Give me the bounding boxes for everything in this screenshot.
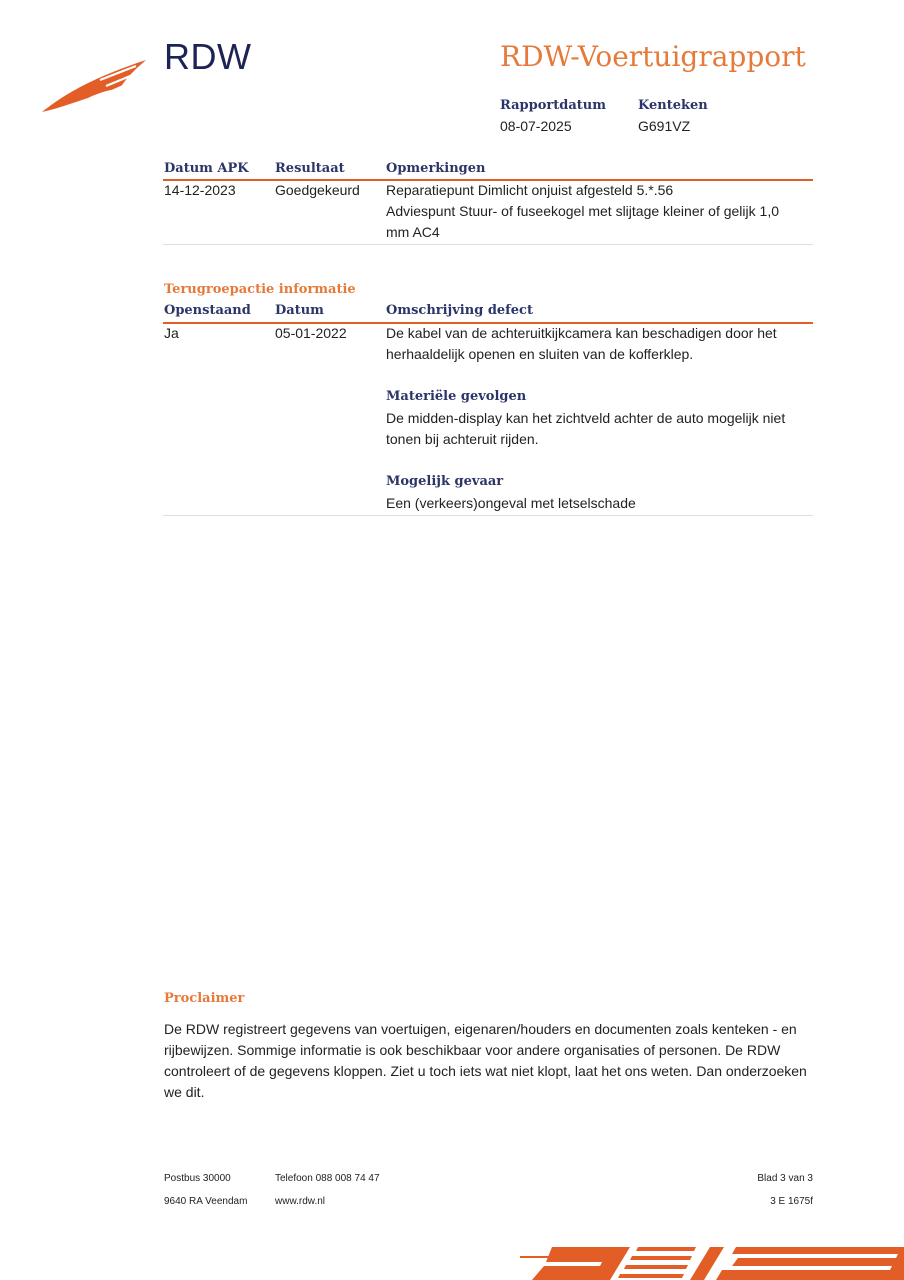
page-title: RDW-Voertuigrapport	[500, 40, 806, 73]
recall-open: Ja	[164, 325, 179, 341]
logo-text: RDW	[164, 36, 252, 77]
plate-value: G691VZ	[638, 118, 691, 134]
consequence-label: Materiële gevolgen	[386, 389, 527, 404]
recall-title: Terugroepactie informatie	[164, 282, 356, 297]
apk-result: Goedgekeurd	[275, 182, 360, 198]
recall-defect-line-1: De kabel van de achteruitkijkcamera kan beschadigen door het	[386, 325, 777, 341]
proclaimer-line-2: rijbewijzen. Sommige informatie is ook beschikbaar voor andere organisaties of personen. De RDW	[164, 1042, 781, 1058]
recall-col-open: Openstaand	[164, 303, 251, 318]
danger-label: Mogelijk gevaar	[386, 474, 504, 489]
recall-date: 05-01-2022	[275, 325, 347, 341]
apk-row-rule	[163, 244, 813, 245]
footer-city: 9640 RA Veendam	[164, 1196, 248, 1207]
recall-col-defect: Omschrijving defect	[386, 303, 533, 318]
apk-col-result: Resultaat	[275, 161, 345, 176]
recall-defect-line-2: herhaaldelijk openen en sluiten van de kofferklep.	[386, 346, 694, 362]
consequence-line-1: De midden-display kan het zichtveld achter de auto mogelijk niet	[386, 410, 786, 426]
footer-phone: Telefoon 088 008 74 47	[275, 1173, 380, 1184]
apk-date: 14-12-2023	[164, 182, 236, 198]
footer-page-number: Blad 3 van 3	[757, 1173, 813, 1184]
footer-website[interactable]: www.rdw.nl	[275, 1196, 326, 1207]
consequence-line-2: tonen bij achteruit rijden.	[386, 431, 539, 447]
proclaimer-line-3: controleert of de gegevens kloppen. Ziet u toch iets wat niet klopt, laat het ons weten. Dan onderzoeken	[164, 1063, 807, 1079]
apk-remark-2-line-1: Adviespunt Stuur- of fuseekogel met slijtage kleiner of gelijk 1,0	[386, 203, 779, 219]
proclaimer-title: Proclaimer	[164, 991, 245, 1006]
recall-row-rule	[163, 515, 813, 516]
recall-col-date: Datum	[275, 303, 324, 318]
footer-code: 3 E 1675f	[770, 1196, 813, 1207]
apk-remark-2-line-2: mm AC4	[386, 224, 440, 240]
apk-remark-1: Reparatiepunt Dimlicht onjuist afgesteld 5.*.56	[386, 182, 674, 198]
report-date-value: 08-07-2025	[500, 118, 572, 134]
plate-label: Kenteken	[638, 98, 708, 113]
apk-col-date: Datum APK	[164, 161, 249, 176]
proclaimer-line-1: De RDW registreert gegevens van voertuigen, eigenaren/houders en documenten zoals kenteken - en	[164, 1021, 797, 1037]
danger-value: Een (verkeers)ongeval met letselschade	[386, 495, 636, 511]
footer-postbus: Postbus 30000	[164, 1173, 231, 1184]
rdw-stripes-icon	[520, 1244, 904, 1280]
proclaimer-line-4: we dit.	[164, 1084, 205, 1100]
report-date-label: Rapportdatum	[500, 98, 606, 113]
apk-col-remarks: Opmerkingen	[386, 161, 486, 176]
rdw-wing-logo-icon	[40, 58, 150, 114]
